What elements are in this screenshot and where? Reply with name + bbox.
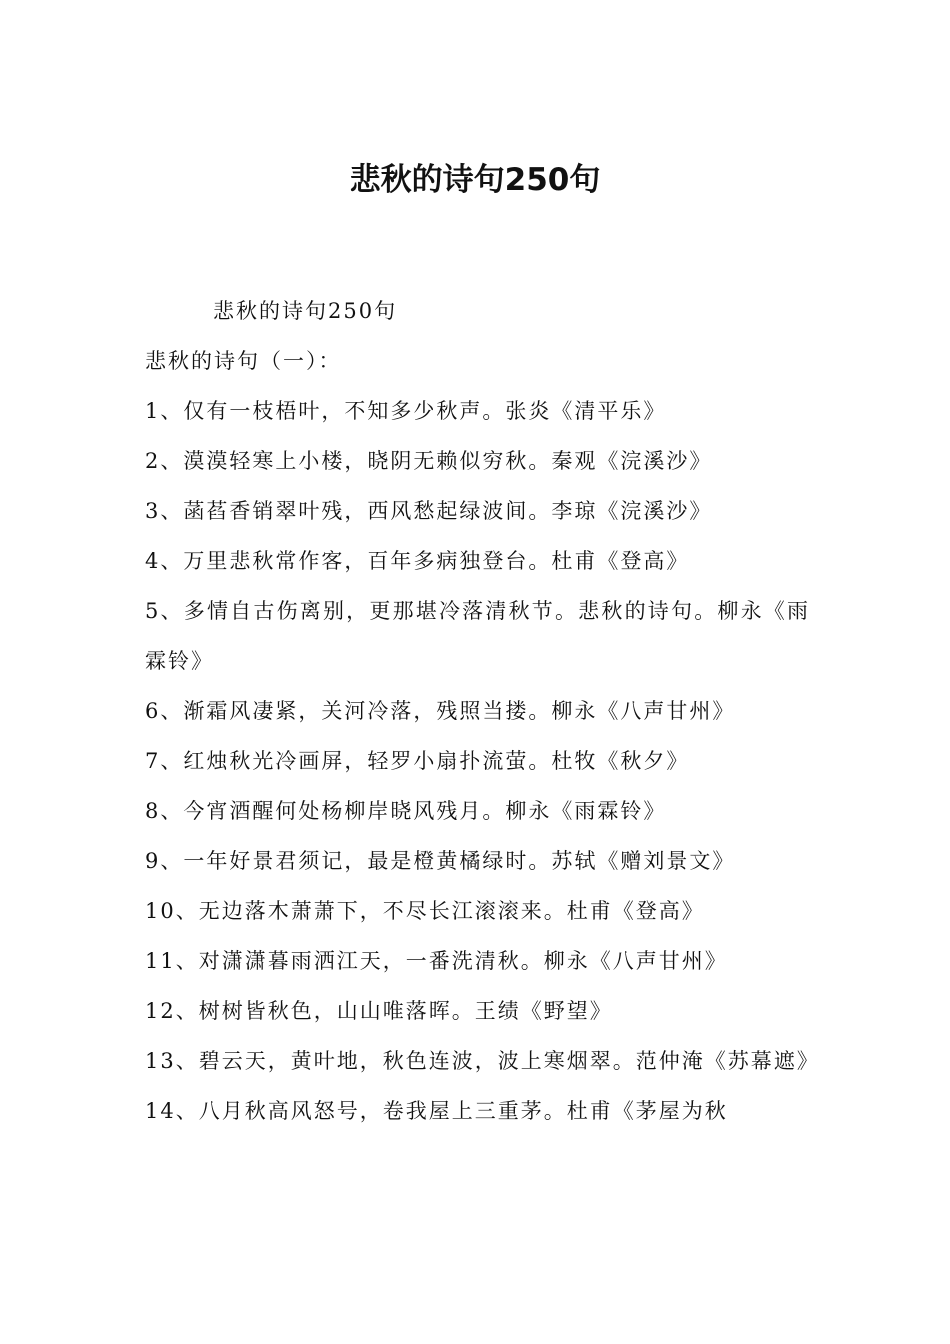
document-title: 悲秋的诗句250句 [349, 162, 601, 198]
section-heading: 悲秋的诗句（一）： [145, 349, 342, 373]
poem-line-7: 7、红烛秋光冷画屏，轻罗小扇扑流萤。杜牧《秋夕》 [145, 749, 690, 773]
poem-line-6: 6、渐霜风凄紧，关河冷落，残照当搂。柳永《八声甘州》 [145, 699, 736, 723]
poem-line-14: 14、八月秋高风怒号，卷我屋上三重茅。杜甫《茅屋为秋 [145, 1099, 728, 1123]
poem-line-8: 8、今宵酒醒何处杨柳岸晓风残月。柳永《雨霖铃》 [145, 799, 667, 823]
document-subtitle: 悲秋的诗句250句 [213, 299, 398, 323]
poem-line-10: 10、无边落木萧萧下，不尽长江滚滚来。杜甫《登高》 [145, 899, 705, 923]
poem-line-1: 1、仅有一枝梧叶，不知多少秋声。张炎《清平乐》 [145, 399, 667, 423]
poem-line-2: 2、漠漠轻寒上小楼，晓阴无赖似穷秋。秦观《浣溪沙》 [145, 449, 713, 473]
poem-line-13: 13、碧云天，黄叶地，秋色连波，波上寒烟翠。范仲淹《苏幕遮》 [145, 1049, 820, 1073]
poem-line-9: 9、一年好景君须记，最是橙黄橘绿时。苏轼《赠刘景文》 [145, 849, 736, 873]
poem-line-3: 3、菡萏香销翠叶残，西风愁起绿波间。李琼《浣溪沙》 [145, 499, 713, 523]
poem-line-11: 11、对潇潇暮雨洒江天，一番洗清秋。柳永《八声甘州》 [145, 949, 728, 973]
poem-line-12: 12、树树皆秋色，山山唯落晖。王绩《野望》 [145, 999, 613, 1023]
poem-line-5: 5、多情自古伤离别，更那堪冷落清秋节。悲秋的诗句。柳永《雨霖铃》 [145, 599, 810, 673]
document-body [145, 286, 820, 1136]
poem-line-4: 4、万里悲秋常作客，百年多病独登台。杜甫《登高》 [145, 549, 690, 573]
